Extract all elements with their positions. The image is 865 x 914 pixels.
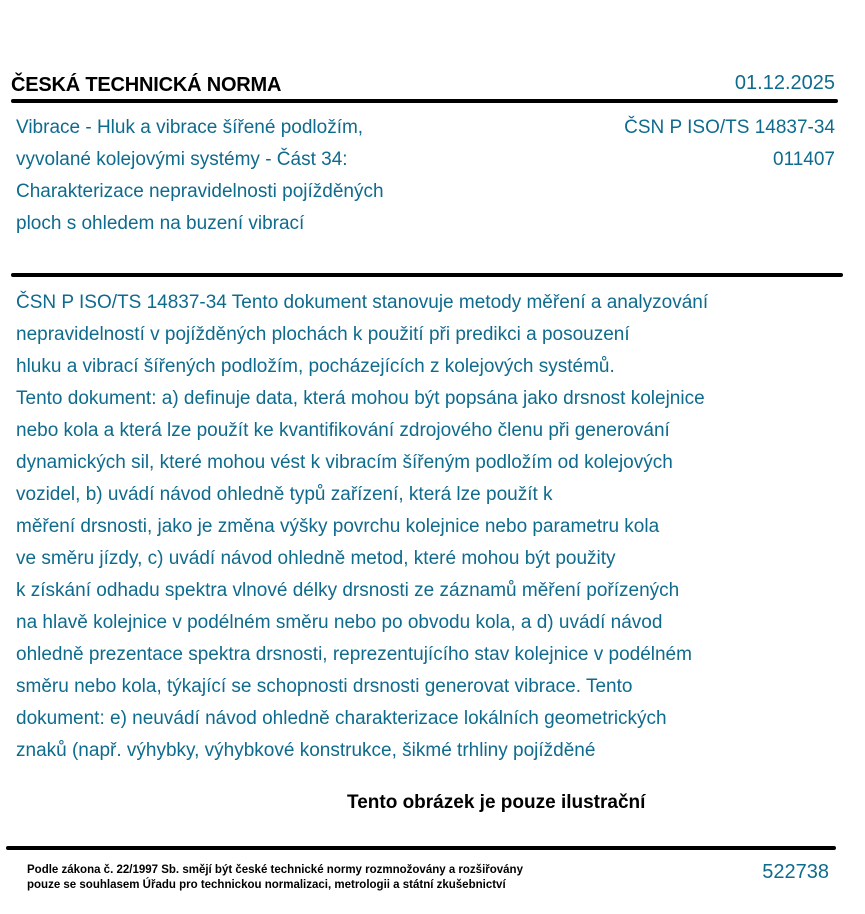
standard-title-line: Vibrace - Hluk a vibrace šířené podložím, [16, 117, 364, 138]
abstract-line: nepravidelností v pojížděných plochách k použití při predikci a posouzení [16, 324, 630, 345]
abstract-line: dokument: e) neuvádí návod ohledně charakterizace lokálních geometrických [16, 708, 667, 729]
abstract-line: měření drsnosti, jako je změna výšky povrchu kolejnice nebo parametru kola [16, 516, 660, 537]
abstract-line: ve směru jízdy, c) uvádí návod ohledně metod, které mohou být použity [16, 548, 616, 569]
abstract-line: Tento dokument: a) definuje data, která mohou být popsána jako drsnost kolejnice [16, 388, 705, 409]
issue-date: 01.12.2025 [734, 72, 835, 94]
legal-notice-line: Podle zákona č. 22/1997 Sb. smějí být české technické normy rozmnožovány a rozšiřovány [27, 864, 523, 876]
abstract-line: dynamických sil, které mohou vést k vibracím šířeným podložím od kolejových [16, 452, 673, 473]
abstract-line: ČSN P ISO/TS 14837-34 Tento dokument stanovuje metody měření a analyzování [16, 292, 709, 313]
standard-designation: ČSN P ISO/TS 14837-34 [624, 117, 835, 138]
standard-title-line: ploch s ohledem na buzení vibrací [16, 213, 305, 234]
abstract-line: na hlavě kolejnice v podélném směru nebo po obvodu kola, a d) uvádí návod [16, 612, 663, 633]
abstract-line: hluku a vibrací šířených podložím, pocházejících z kolejových systémů. [16, 356, 615, 377]
abstract-line: směru nebo kola, týkající se schopnosti drsnosti generovat vibrace. Tento [16, 676, 633, 697]
standard-title-line: Charakterizace nepravidelnosti pojížděných [16, 181, 384, 202]
section-divider [11, 273, 843, 277]
classification-code: 011407 [773, 149, 835, 170]
footer-divider [6, 846, 836, 850]
header-title: ČESKÁ TECHNICKÁ NORMA [11, 74, 282, 96]
abstract-line: znaků (např. výhybky, výhybkové konstrukce, šikmé trhliny pojížděné [16, 740, 596, 761]
document-number: 522738 [762, 861, 829, 883]
standard-title-line: vyvolané kolejovými systémy - Část 34: [16, 149, 348, 170]
header-divider [11, 99, 838, 103]
abstract-line: nebo kola a která lze použít ke kvantifikování zdrojového členu při generování [16, 420, 670, 441]
legal-notice-line: pouze se souhlasem Úřadu pro technickou normalizaci, metrologii a státní zkušebnictví [27, 879, 506, 891]
abstract-line: vozidel, b) uvádí návod ohledně typů zařízení, která lze použít k [16, 484, 553, 505]
abstract-line: ohledně prezentace spektra drsnosti, reprezentujícího stav kolejnice v podélném [16, 644, 692, 665]
illustration-note: Tento obrázek je pouze ilustrační [347, 792, 646, 813]
abstract-line: k získání odhadu spektra vlnové délky drsnosti ze záznamů měření pořízených [16, 580, 680, 601]
